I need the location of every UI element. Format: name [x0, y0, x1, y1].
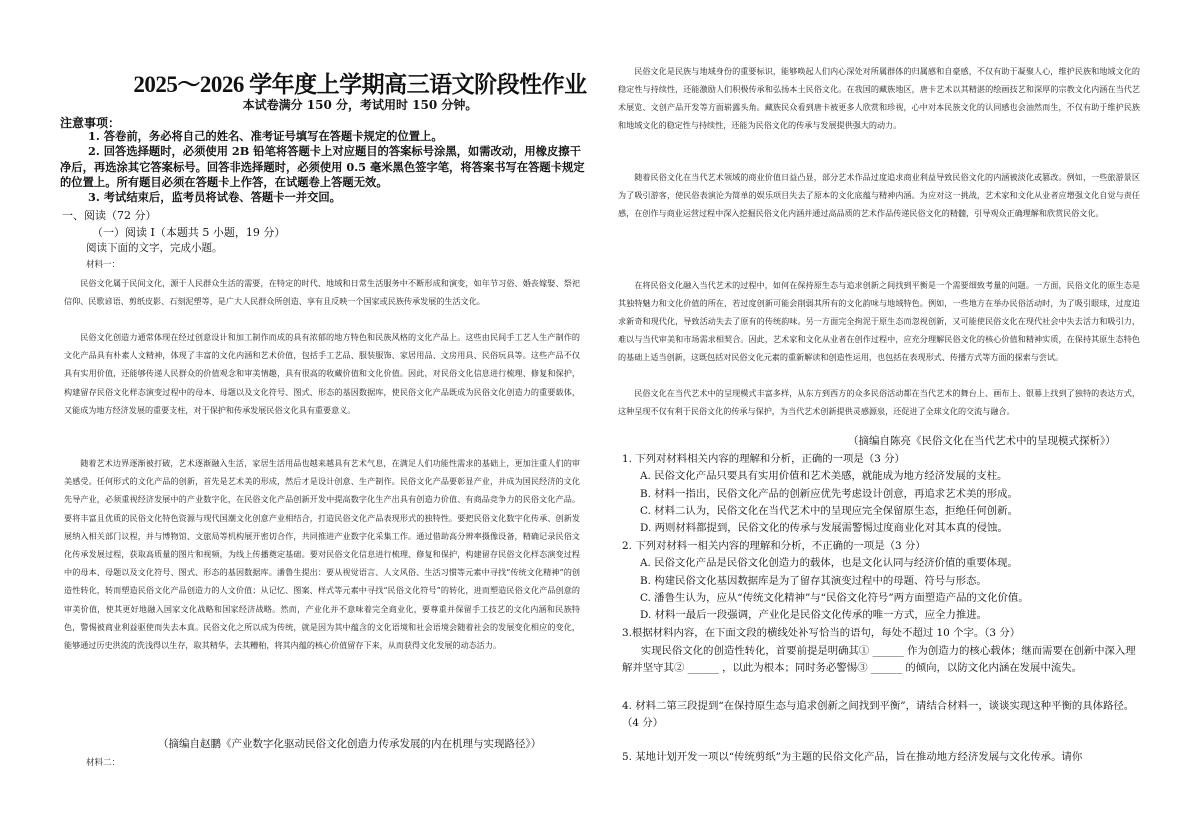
- material-1-label: 材料一：: [86, 260, 121, 270]
- material-2-paragraph: 民俗文化在当代艺术中的呈现模式丰富多样，从东方到西方的众多民俗活动都在当代艺术的舞台上、画布上、银幕上找到了独特的表达方式，这种呈现不仅有利于民俗文化的传承与保护，为当代艺术创新提供灵感源泉，还促进了全球文化的交流与融合。: [618, 388, 1140, 417]
- material-2-paragraph: 在将民俗文化融入当代艺术的过程中，如何在保持原生态与追求创新之间找到平衡是一个需要细致考量的问题。一方面，民俗文化的原生态是其独特魅力和文化价值的所在，若过度创新可能会削弱其所有的文化韵味与地域特色。例如，一些地方在举办民俗活动时，为了吸引眼球，过度追求新奇和现代化，导致活动失去了原有的传统韵味。另一方面完全拘泥于原生态而忽视创新，又可能使民俗文化在现代社会中失去活力和吸引力，难以与当代审美和市场需求相契合。因此，艺术家和文化从业者在创作过程中，应充分理解民俗文化的核心价值和精神实质，在保持其原生态特色的基础上适当创新，这既包括对民俗文化元素的重新解读和创造性运用，也包括在表现形式、传播方式等方面的探索与尝试。: [618, 280, 1140, 363]
- question-4-stem: 4. 材料二第三段提到“在保持原生态与追求创新之间找到平衡”，请结合材料一，谈谈实现这种平衡的具体路径。（4 分）: [622, 700, 1135, 729]
- question-1-option: D. 两则材料都提到，民俗文化的传承与发展需警惕过度商业化对其本真的侵蚀。: [640, 522, 1008, 534]
- notice-item-3: 3. 考试结束后，监考员将试卷、答题卡一并交回。: [88, 190, 341, 204]
- section-heading: 一、阅读（72 分）: [62, 209, 157, 222]
- notice-item-1: 1. 答卷前，务必将自己的姓名、准考证号填写在答题卡规定的位置上。: [88, 129, 443, 143]
- question-5-stem: 5. 某地计划开发一项以“传统剪纸”为主题的民俗文化产品，旨在推动地方经济发展与文化传承。请你: [622, 751, 1083, 763]
- notice-item-2: 2. 回答选择题时，必须使用 2B 铅笔将答题卡上对应题目的答案标号涂黑，如需改动，用橡皮擦干净后，再选涂其它答案标号。回答非选择题时，必须使用 0.5 毫米黑色签字笔，将答案书写在答题卡规定的位置上。所有题目必须在答题卡上作答，在试题卷上答题无效。: [60, 144, 585, 189]
- material-1-paragraph: 随着艺术边界逐渐被打破，艺术逐渐融入生活，家居生活用品也越来越具有艺术气息，在满足人们功能性需求的基础上，更加注重人们的审美感受。任何形式的文化产品的创新，首先是艺术美的形成，然后才是设计创意、生产制作。民俗文化产品要彰显产业，并成为国民经济的文化先导产业，必须重视经济发展中的产业数字化，在民俗文化产品创新开发中提高数字化生产出具有创造力价值、有商品竞争力的民俗文化产品。要将丰富且优质的民俗文化特色资源与现代国潮文化创意产业相结合，打造民俗文化产品表现形式的独特性。要把民俗文化数字化传承、创新发展纳入相关部门议程，并与博物馆、文旅局等机构展开密切合作，共同推进产业数字化采集工作。通过借助高分辨率摄像设备，精确记录民俗文化传承发展过程，获取高质量的图片和视频，为线上传播奠定基础。要对民俗文化信息进行梳理、修复和保护，构建留存民俗文化样态演变过程中的母本、母题以及文化符号、图式、形态的基因数据库。潘鲁生提出：要从视觉语言、人文风俗、生活习惯等元素中寻找“传统文化精神”的创造性转化，转而塑造民俗文化产品创造力的人文价值；从记忆、图案、样式等元素中寻找“民俗文化符号”的转化，进而塑造民俗文化产品创意的审美价值，使其更好地融入国家文化战略和国家经济战略。然而，产业化并不意味着完全商业化，要尊重并保留手工技艺的文化内涵和民族特色，警惕被商业利益驱使而失去本真。民俗文化之所以成为传统，就是因为其中蕴含的文化语境和社会语境会随着社会的发展变化相应的变化，能够通过历史洪流的洗浅得以生存，取其精华，去其糟粕，将其内蕴的核心价值留存下来，从而获得文化发展的动态活力。: [64, 458, 580, 651]
- material-2-label: 材料二：: [86, 758, 121, 768]
- question-1-option: C. 材料二认为，民俗文化在当代艺术中的呈现应完全保留原生态，拒绝任何创新。: [640, 505, 1018, 517]
- question-3-stem: 3.根据材料内容，在下面文段的横线处补写恰当的语句，每处不超过 10 个字。（3 分）: [622, 627, 1021, 639]
- material-1-source: （摘编自赵鹏《产业数字化驱动民俗文化创造力传承发展的内在机理与实现路径》）: [158, 738, 542, 750]
- question-3-body: 实现民俗文化的创造性转化，首要前提是明确其① ______ 作为创造力的核心载体；继而需要在创新中深入理解并坚守其② ______ ，以此为根本；同时务必警惕③ ______ 的倾向，以防文化内涵在发展中流失。: [622, 645, 1136, 674]
- page-subtitle: 本试卷满分 150 分，考试用时 150 分钟。: [242, 98, 478, 112]
- material-2-paragraph: 民俗文化是民族与地域身份的重要标识，能够唤起人们内心深处对所属群体的归属感和自豪感，不仅有助于凝聚人心，维护民族和地域文化的稳定性与持续性，还能激励人们积极传承和弘扬本土民俗文化。在我国的藏族地区，唐卡艺术以其精湛的绘画技艺和深厚的宗教文化内涵在当代艺术展览、文创产品开发等方面崭露头角。藏族民众看到唐卡被更多人欣赏和珍视，心中对本民族文化的认同感也会油然而生，不仅有助于维护民族和地域文化的稳定性与持续性，还能为民俗文化的传承与发展提供强大的动力。: [618, 66, 1140, 131]
- subsection-heading: （一）阅读 I（本题共 5 小题，19 分）: [92, 226, 286, 239]
- right-column: [618, 0, 1140, 830]
- question-2-option: D. 材料一最后一段强调，产业化是民俗文化传承的唯一方式，应全力推进。: [640, 609, 988, 621]
- material-1-paragraph: 民俗文化创造力通常体现在经过创意设计和加工制作而成的具有浓郁的地方特色和民族风格的文化产品上。这些由民间手工艺人生产制作的文化产品具有朴素人文精神，体现了丰富的文化内涵和艺术价值，包括手工艺品、服装服饰、家居用品、文房用具、民俗玩具等。这些产品不仅具有实用价值，还能够传递人民群众的价值观念和审美情趣，具有很高的收藏价值和文化价值。因此，对民俗文化信息进行梳理、修复和保护，构建留存民俗文化样态演变过程中的母本、母题以及文化符号、图式、形态的基因数据库，使民俗文化产品既成为民俗文化创造力的重要载体，又能成为地方经济发展的重要支柱，对于保护和传承发展民俗文化具有重要意义。: [64, 332, 580, 415]
- question-2-stem: 2. 下列对材料一相关内容的理解和分析，不正确的一项是（3 分）: [622, 540, 926, 552]
- page-title: 2025～2026 学年度上学期高三语文阶段性作业: [133, 72, 587, 97]
- instruction: 阅读下面的文字，完成小题。: [86, 242, 223, 254]
- question-2-option: C. 潘鲁生认为，应从“传统文化精神”与“民俗文化符号”两方面塑造产品的文化价值。: [640, 592, 1029, 604]
- material-1-paragraph: 民俗文化属于民间文化，源于人民群众生活的需要，在特定的时代、地域和日常生活服务中不断形成和演变，如年节习俗、婚丧嫁娶、祭祀信仰、民歌谚语、剪纸皮影、石刻泥塑等，是广大人民群众所创造、享有且反映一个国家或民族传承发展的生活文化。: [64, 278, 580, 307]
- question-2-option: A. 民俗文化产品是民俗文化创造力的载体，也是文化认同与经济价值的重要体现。: [640, 557, 1018, 569]
- question-1-option: A. 民俗文化产品只要具有实用价值和艺术美感，就能成为地方经济发展的支柱。: [640, 470, 1008, 482]
- material-2-paragraph: 随着民俗文化在当代艺术领域的商业价值日益凸显，部分艺术作品过度追求商业利益导致民俗文化的内涵被淡化或篡改。例如，一些旅游景区为了吸引游客，使民俗表演沦为简单的娱乐项目失去了原本的文化底蕴与精神内涵。为应对这一挑战，艺术家和文化从业者应增强文化自觉与责任感，在创作与商业运营过程中深入挖掘民俗文化内涵并通过高品质的艺术作品传递民俗文化的精髓，引导观众正确理解和欣赏民俗文化。: [618, 172, 1140, 219]
- question-1-stem: 1. 下列对材料相关内容的理解和分析，正确的一项是（3 分）: [622, 453, 905, 465]
- notice-heading: 注意事项：: [60, 116, 121, 130]
- question-1-option: B. 材料一指出，民俗文化产品的创新应优先考虑设计创意，再追求艺术美的形成。: [640, 488, 1018, 500]
- left-column: [60, 0, 588, 830]
- material-2-source: （摘编自陈亮《民俗文化在当代艺术中的呈现模式探析》）: [848, 435, 1116, 447]
- question-2-option: B. 构建民俗文化基因数据库是为了留存其演变过程中的母题、符号与形态。: [640, 575, 987, 587]
